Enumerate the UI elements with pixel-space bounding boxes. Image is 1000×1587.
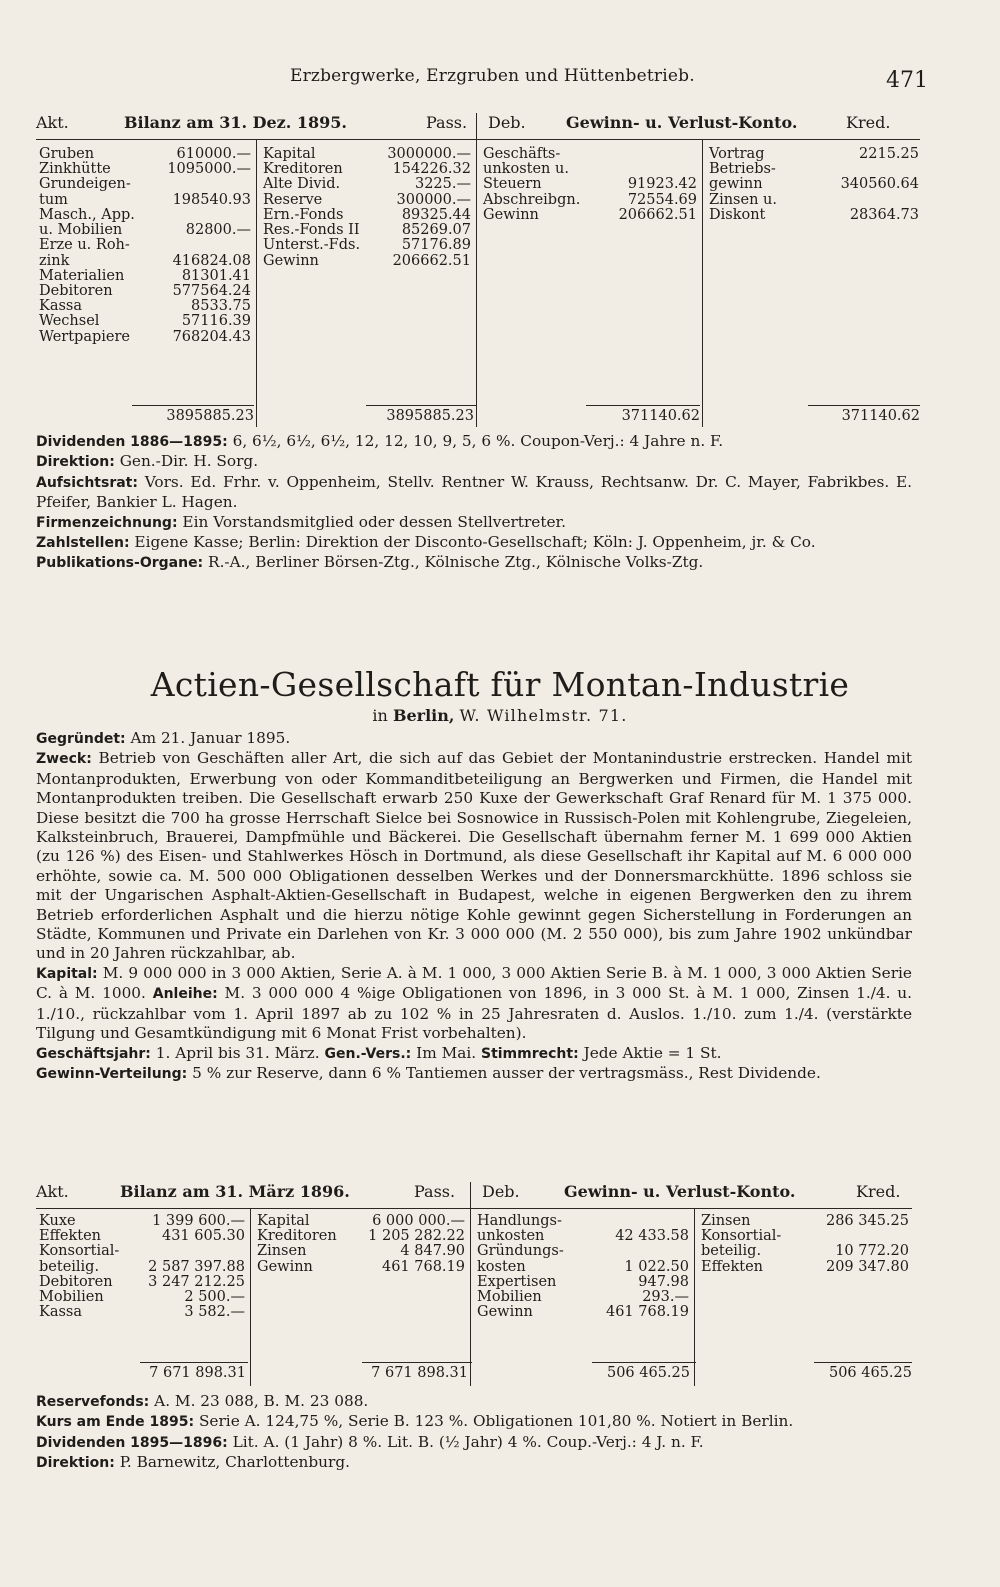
row-value: 198540.93: [172, 191, 251, 208]
column-divider: [250, 1208, 251, 1386]
row-value: 57116.39: [181, 313, 251, 330]
address-street: W. Wilhelmstr. 71.: [459, 706, 628, 725]
balance-row: [260, 147, 474, 162]
balance-row: [260, 223, 474, 238]
publikation-label: Publikations-Organe:: [36, 555, 204, 572]
kurs-text: Serie A. 124,75 %, Serie B. 123 %. Obligationen 101,80 %. Notiert in Berlin.: [198, 1412, 794, 1431]
row-label: Alte Divid.: [263, 176, 341, 193]
row-label: Res.-Fonds II: [263, 222, 360, 239]
total-rule: [132, 405, 254, 406]
row-label: unkosten: [477, 1228, 545, 1245]
row-value: 1 205 282.22: [368, 1228, 465, 1245]
total-rule: [366, 405, 476, 406]
akt-label: Akt.: [36, 1182, 69, 1201]
row-value: 1095000.—: [167, 161, 251, 178]
balance-row: [36, 254, 254, 269]
pass-label: Pass.: [414, 1182, 456, 1201]
row-label: Debitoren: [39, 282, 113, 299]
row-label: Wertpapiere: [39, 328, 131, 345]
row-value: 206662.51: [618, 206, 697, 223]
row-value: 10 772.20: [835, 1243, 909, 1260]
balance-row: [706, 193, 922, 208]
row-value: 3 582.—: [184, 1304, 245, 1321]
dividenden-text: 6, 6½, 6½, 6½, 12, 12, 10, 9, 5, 6 %. Coupon-Verj.: 4 Jahre n. F.: [232, 432, 724, 450]
row-value: 340560.64: [840, 176, 919, 193]
row-value: 1 022.50: [624, 1258, 689, 1275]
balance-row: [474, 1260, 692, 1275]
row-value: 91923.42: [627, 176, 697, 193]
row-value: [585, 1244, 692, 1259]
balance-row: [706, 177, 922, 192]
credit-table-1895: [706, 147, 922, 223]
row-value: 85269.07: [401, 222, 471, 239]
geschaeftsjahr-text: 1. April bis 31. März.: [155, 1043, 320, 1062]
balance-row: [260, 162, 474, 177]
geschaeftsjahr-label: Geschäftsjahr:: [36, 1045, 151, 1062]
row-label: Vortrag: [709, 146, 765, 162]
total-rule: [140, 1362, 248, 1363]
balance-row: [474, 1229, 692, 1244]
column-divider: [256, 139, 257, 427]
firmenzeichnung-line: [36, 513, 912, 533]
running-head: Erzbergwerke, Erzgruben und Hüttenbetrieb.: [290, 66, 695, 86]
row-label: Kuxe: [39, 1213, 76, 1229]
row-value: 2 500.—: [184, 1289, 245, 1306]
kred-label: Kred.: [846, 113, 891, 132]
balance-row: [474, 1305, 692, 1320]
debit-total: 371140.62: [621, 408, 700, 424]
publikation-text: R.-A., Berliner Börsen-Ztg., Kölnische Ztg., Kölnische Volks-Ztg.: [208, 553, 704, 572]
row-value: 2 587 397.88: [148, 1258, 245, 1275]
zahlstellen-label: Zahlstellen:: [36, 535, 130, 552]
row-label: zink: [39, 252, 70, 269]
row-label: Zinsen: [257, 1243, 307, 1260]
balance-row: [706, 147, 922, 162]
balance-row: [36, 284, 254, 299]
gv-title: Gewinn- u. Verlust-Konto.: [566, 113, 798, 132]
balance-rule: [36, 139, 920, 140]
row-label: Grundeigen-: [39, 176, 131, 193]
balance-row: [36, 1260, 248, 1275]
balance-row: [480, 147, 700, 162]
aufsichtsrat-line: [36, 473, 912, 513]
deb-label: Deb.: [482, 1182, 520, 1201]
row-label: Erze u. Roh-: [39, 237, 130, 254]
geschaeftsjahr-line: [36, 1044, 912, 1064]
stimmrecht-label: Stimmrecht:: [480, 1045, 579, 1062]
assets-table-1895: [36, 147, 254, 345]
row-value: [601, 162, 700, 177]
balance-1895-heading: [36, 113, 926, 135]
liabilities-total: 3895885.23: [386, 408, 474, 424]
zahlstellen-text: Eigene Kasse; Berlin: Direktion der Disconto-Gesellschaft; Köln: J. Oppenheim, jr. & Co.: [134, 533, 816, 552]
balance-row: [480, 177, 700, 192]
balance-row: [36, 330, 254, 345]
stimmrecht-text: Jede Aktie = 1 St.: [583, 1043, 722, 1062]
balance-row: [698, 1244, 912, 1259]
kapital-paragraph: [36, 964, 912, 1044]
assets-total: 7 671 898.31: [149, 1365, 246, 1381]
row-value: 1 399 600.—: [152, 1213, 245, 1229]
row-value: 42 433.58: [615, 1228, 689, 1245]
row-label: Zinkhütte: [39, 161, 111, 178]
kapital-label: Kapital:: [36, 965, 98, 982]
balance-row: [260, 254, 474, 269]
row-label: Geschäfts-: [483, 146, 561, 162]
row-label: kosten: [477, 1258, 526, 1275]
balance-row: [254, 1229, 468, 1244]
row-label: Konsortial-: [39, 1243, 120, 1260]
total-rule: [808, 405, 920, 406]
row-label: u. Mobilien: [39, 222, 123, 239]
row-label: Debitoren: [39, 1273, 113, 1290]
balance-row: [474, 1244, 692, 1259]
info-block-1: [36, 432, 912, 574]
total-rule: [586, 405, 700, 406]
row-label: Ern.-Fonds: [263, 206, 344, 223]
row-value: 768204.43: [172, 328, 251, 345]
gegruendet-label: Gegründet:: [36, 731, 126, 747]
row-label: Materialien: [39, 267, 125, 284]
dividenden-line: [36, 432, 912, 452]
row-label: Kassa: [39, 1304, 83, 1321]
row-label: Expertisen: [477, 1273, 557, 1290]
balance-row: [36, 162, 254, 177]
row-label: tum: [39, 191, 68, 208]
credit-total: 371140.62: [841, 408, 920, 424]
pass-label: Pass.: [426, 113, 468, 132]
row-value: 293.—: [642, 1289, 689, 1306]
balance-1896-heading: [36, 1182, 926, 1204]
row-label: Kreditoren: [257, 1228, 337, 1245]
balance-row: [698, 1260, 912, 1275]
row-label: Konsortial-: [701, 1228, 782, 1245]
row-value: 72554.69: [627, 191, 697, 208]
balance-row: [36, 1290, 248, 1305]
row-value: 89325.44: [401, 206, 471, 223]
row-value: 416824.08: [172, 252, 251, 269]
row-value: [152, 177, 254, 192]
row-label: Effekten: [39, 1228, 102, 1245]
firmenzeichnung-label: Firmenzeichnung:: [36, 514, 178, 531]
row-value: [803, 1229, 912, 1244]
debit-table-1895: [480, 147, 700, 223]
direktion-line: [36, 452, 912, 472]
gv-title: Gewinn- u. Verlust-Konto.: [564, 1182, 796, 1201]
genvers-text: Im Mai.: [416, 1043, 477, 1062]
balance-row: [474, 1275, 692, 1290]
direktion-line: [36, 1453, 912, 1473]
row-value: 431 605.30: [161, 1228, 245, 1245]
firmenzeichnung-text: Ein Vorstandsmitglied oder dessen Stellvertreter.: [182, 512, 567, 531]
info-block-2: [36, 1392, 912, 1474]
row-value: 947.98: [638, 1273, 689, 1290]
row-label: Kreditoren: [263, 161, 343, 178]
balance-row: [36, 314, 254, 329]
kapital-text: M. 9 000 000 in 3 000 Aktien, Serie A. à M. 1 000, 3 000 Aktien Serie B. à M. 1 000, 3 000 Aktien Serie C. à M. 1000.: [36, 963, 912, 1003]
balance-row: [480, 208, 700, 223]
balance-row: [36, 177, 254, 192]
row-value: 2215.25: [859, 146, 919, 162]
row-value: [152, 238, 254, 253]
row-label: Kassa: [39, 298, 83, 315]
balance-title: Bilanz am 31. Dez. 1895.: [124, 113, 347, 132]
balance-row: [706, 208, 922, 223]
aufsichtsrat-label: Aufsichtsrat:: [36, 474, 138, 491]
kred-label: Kred.: [856, 1182, 901, 1201]
row-label: Handlungs-: [477, 1213, 562, 1229]
gewinnverteilung-label: Gewinn-Verteilung:: [36, 1065, 188, 1082]
row-value: 154226.32: [392, 161, 471, 178]
row-value: 300000.—: [396, 191, 471, 208]
balance-row: [36, 299, 254, 314]
row-value: 3225.—: [414, 176, 471, 193]
balance-row: [36, 1214, 248, 1229]
row-label: beteilig.: [701, 1243, 762, 1260]
zweck-paragraph: [36, 749, 912, 963]
row-value: 610000.—: [176, 146, 251, 162]
balance-row: [36, 1275, 248, 1290]
gegruendet-line: [36, 729, 912, 749]
row-value: [585, 1214, 692, 1229]
row-value: [807, 193, 922, 208]
aufsichtsrat-text: Vors. Ed. Frhr. v. Oppenheim, Stellv. Rentner W. Krauss, Rechtsanw. Dr. C. Mayer, Fabrikbes. E. Pfeifer, Bankier L. Hagen.: [36, 472, 912, 512]
dividenden-label: Dividenden 1886—1895:: [36, 434, 228, 450]
row-label: Wechsel: [39, 313, 100, 330]
debit-total: 506 465.25: [606, 1365, 690, 1381]
row-label: Kapital: [257, 1213, 310, 1229]
reservefonds-line: [36, 1392, 912, 1412]
reservefonds-text: A. M. 23 088, B. M. 23 088.: [154, 1392, 369, 1410]
direktion-label: Direktion:: [36, 1455, 115, 1472]
row-value: 8533.75: [191, 298, 251, 315]
assets-table-1896: [36, 1214, 248, 1321]
row-label: Gewinn: [477, 1304, 533, 1321]
row-value: 57176.89: [401, 237, 471, 254]
total-rule: [362, 1362, 472, 1363]
row-label: Masch., App.: [39, 206, 135, 223]
address-city: Berlin,: [392, 706, 455, 725]
row-value: [152, 208, 254, 223]
row-value: [807, 162, 922, 177]
row-label: Gruben: [39, 146, 95, 162]
row-label: Abschreibgn.: [483, 191, 581, 208]
row-label: Diskont: [709, 206, 766, 223]
company-address: [0, 706, 1000, 725]
company-description: [36, 729, 912, 1084]
genvers-label: Gen.-Vers.:: [324, 1045, 412, 1062]
row-label: Steuern: [483, 176, 542, 193]
balance-row: [36, 1244, 248, 1259]
row-label: Kapital: [263, 146, 316, 162]
address-prefix: in: [372, 706, 388, 725]
zahlstellen-line: [36, 533, 912, 553]
balance-row: [474, 1290, 692, 1305]
gewinnverteilung-text: 5 % zur Reserve, dann 6 % Tantiemen ausser der vertragsmäss., Rest Dividende.: [192, 1063, 821, 1082]
liabilities-table-1895: [260, 147, 474, 269]
balance-row: [36, 1229, 248, 1244]
liabilities-table-1896: [254, 1214, 468, 1275]
liabilities-total: 7 671 898.31: [371, 1365, 468, 1381]
balance-row: [706, 162, 922, 177]
column-divider: [694, 1208, 695, 1386]
balance-row: [254, 1214, 468, 1229]
balance-row: [36, 238, 254, 253]
row-value: 206662.51: [392, 252, 471, 269]
balance-row: [36, 147, 254, 162]
row-label: Gewinn: [483, 206, 539, 223]
deb-label: Deb.: [488, 113, 526, 132]
row-value: [601, 147, 700, 162]
direktion-label: Direktion:: [36, 454, 115, 471]
row-label: Betriebs-: [709, 161, 776, 178]
kurs-line: [36, 1412, 912, 1432]
balance-row: [36, 193, 254, 208]
balance-title: Bilanz am 31. März 1896.: [120, 1182, 350, 1201]
row-value: 577564.24: [172, 282, 251, 299]
row-label: gewinn: [709, 176, 763, 193]
direktion-text: P. Barnewitz, Charlottenburg.: [119, 1453, 350, 1472]
dividenden-text: Lit. A. (1 Jahr) 8 %. Lit. B. (½ Jahr) 4 %. Coup.-Verj.: 4 J. n. F.: [232, 1432, 704, 1451]
balance-row: [474, 1214, 692, 1229]
anleihe-label: Anleihe:: [152, 986, 218, 1003]
balance-row: [260, 238, 474, 253]
balance-row: [260, 208, 474, 223]
row-value: 4 847.90: [400, 1243, 465, 1260]
row-label: Reserve: [263, 191, 323, 208]
row-value: 6 000 000.—: [372, 1213, 465, 1229]
totals-row-1896: [36, 1364, 912, 1384]
balance-row: [698, 1229, 912, 1244]
balance-row: [36, 1305, 248, 1320]
page-header: [0, 58, 1000, 93]
column-divider: [476, 113, 477, 427]
dividenden-line: [36, 1433, 912, 1453]
total-rule: [814, 1362, 912, 1363]
anleihe-text: M. 3 000 000 4 %ige Obligationen von 1896, in 3 000 St. à M. 1 000, Zinsen 1./4. u. 1./10., rückzahlbar vom 1. April 1897 ab zu 102 % in 25 Jahresraten d. Auslos. 1./10. zum 1./4. (verstärkte Tilgung und Gesamtkündigung mit 6 Monat Frist vorbehalten).: [36, 984, 912, 1043]
row-label: Effekten: [701, 1258, 764, 1275]
direktion-text: Gen.-Dir. H. Sorg.: [119, 452, 259, 471]
balance-row: [36, 223, 254, 238]
row-label: Zinsen: [701, 1213, 751, 1229]
row-label: Zinsen u.: [709, 191, 777, 208]
totals-row-1895: [36, 407, 920, 427]
row-value: 286 345.25: [825, 1213, 909, 1229]
row-value: 209 347.80: [825, 1258, 909, 1275]
row-value: 3 247 212.25: [148, 1273, 245, 1290]
row-label: Mobilien: [477, 1289, 542, 1306]
row-label: beteilig.: [39, 1258, 100, 1275]
row-value: 461 768.19: [381, 1258, 465, 1275]
row-value: 82800.—: [185, 222, 251, 239]
row-label: Gewinn: [263, 252, 319, 269]
row-label: unkosten u.: [483, 161, 569, 178]
zweck-text: Betrieb von Geschäften aller Art, die sich auf das Gebiet der Montanindustrie erstrecken. Handel mit Montanprodukten, Erwerbung von oder Kommanditbeteiligung an Bergwerken und Firmen, die Handel mit Montanprodukten treiben. Die Gesellschaft erwarb 250 Kuxe der Gewerkschaft Graf Renard für M. 1 375 000. Diese besitzt die 700 ha grosse Herrschaft Sielce bei Sosnowice in Russisch-Polen mit Kohlengrube, Ziegeleien, Kalksteinbruch, Brauerei, Dampfmühle und Bäckerei. Die Gesellschaft übernahm ferner M. 1 699 000 Aktien (zu 126 %) des Eisen- und Stahlwerkes Hösch in Dortmund, als diese Gesellschaft ihr Kapital auf M. 6 000 000 erhöhte, sowie ca. M. 500 000 Obligationen desselben Werkes und der Donnersmarckhütte. 1896 schloss sie mit der Ungarischen Asphalt-Aktien-Gesellschaft in Budapest, welche in eigenen Bergwerken den zu ihrem Betrieb erforderlichen Asphalt und die hierzu nötige Kohle gewinnt gegen Sicherstellung in Forderungen an Städte, Kommunen und Private ein Darlehen von Kr. 3 000 000 (M. 2 550 000), bis zum Jahre 1902 unkündbar und in 20 Jahren rückzahlbar, ab.: [36, 749, 912, 963]
credit-table-1896: [698, 1214, 912, 1275]
page-number: 471: [886, 68, 928, 93]
balance-row: [260, 193, 474, 208]
row-value: 461 768.19: [605, 1304, 689, 1321]
dividenden-label: Dividenden 1895—1896:: [36, 1434, 228, 1451]
column-divider: [702, 139, 703, 427]
row-label: Gewinn: [257, 1258, 313, 1275]
balance-row: [254, 1260, 468, 1275]
zweck-label: Zweck:: [36, 751, 92, 768]
balance-row: [36, 208, 254, 223]
gewinnverteilung-line: [36, 1064, 912, 1084]
balance-row: [480, 162, 700, 177]
reservefonds-label: Reservefonds:: [36, 1394, 150, 1410]
row-label: Mobilien: [39, 1289, 104, 1306]
akt-label: Akt.: [36, 113, 69, 132]
assets-total: 3895885.23: [166, 408, 254, 424]
row-value: 3000000.—: [387, 146, 471, 162]
balance-row: [254, 1244, 468, 1259]
balance-row: [480, 193, 700, 208]
gegruendet-text: Am 21. Januar 1895.: [130, 729, 291, 747]
row-label: Gründungs-: [477, 1243, 564, 1260]
column-divider: [470, 1182, 471, 1386]
row-value: 81301.41: [181, 267, 251, 284]
company-title: Actien-Gesellschaft für Montan-Industrie: [150, 665, 850, 704]
balance-row: [698, 1214, 912, 1229]
row-label: Unterst.-Fds.: [263, 237, 361, 254]
row-value: 28364.73: [849, 206, 919, 223]
total-rule: [592, 1362, 696, 1363]
row-value: [133, 1244, 248, 1259]
balance-rule: [36, 1208, 912, 1209]
balance-row: [260, 177, 474, 192]
credit-total: 506 465.25: [828, 1365, 912, 1381]
publikation-line: [36, 553, 912, 573]
balance-row: [36, 269, 254, 284]
debit-table-1896: [474, 1214, 692, 1321]
kurs-label: Kurs am Ende 1895:: [36, 1414, 195, 1431]
